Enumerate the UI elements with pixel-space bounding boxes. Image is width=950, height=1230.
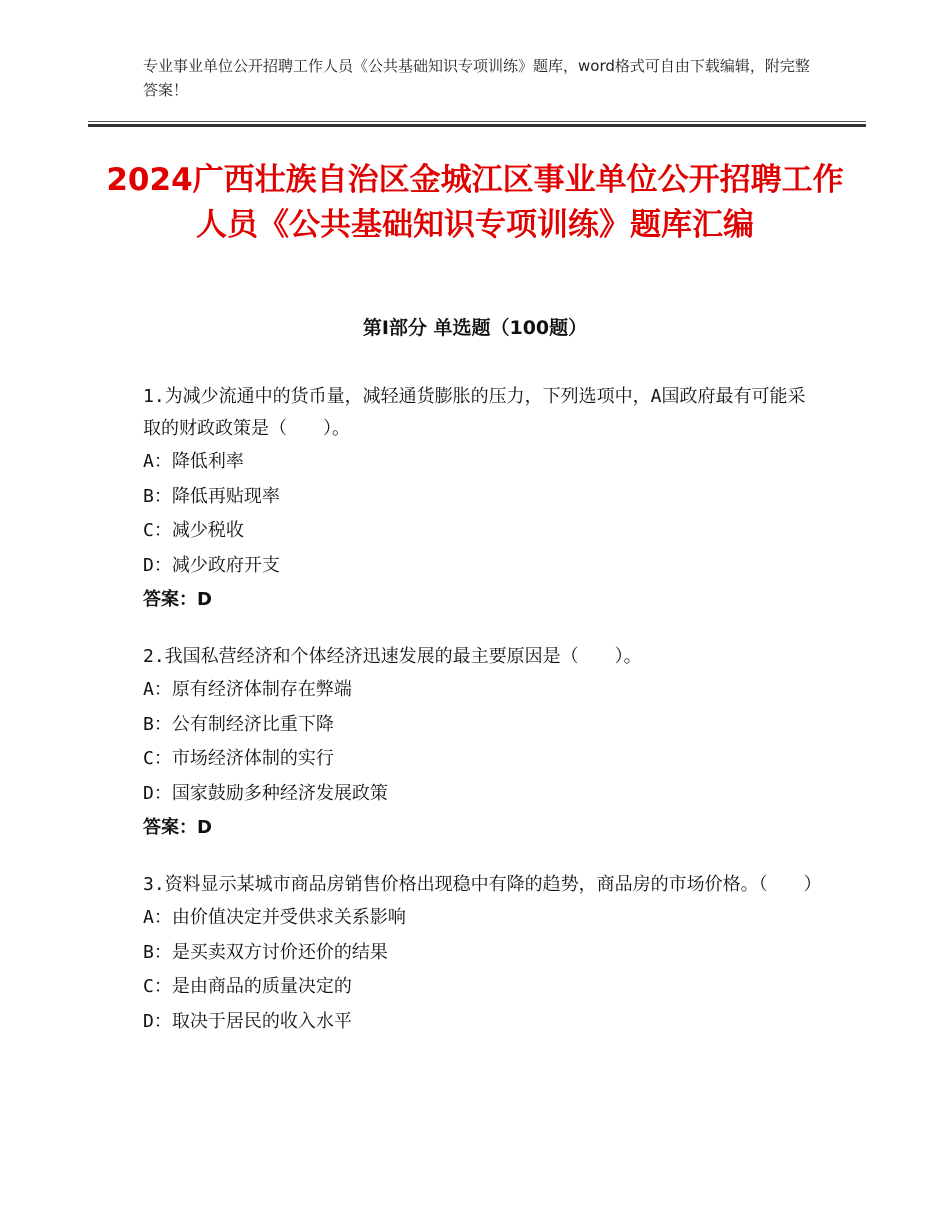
option-a: A：降低利率 <box>143 451 244 472</box>
option-a: A：原有经济体制存在弊端 <box>143 679 352 700</box>
question-stem: 3.资料显示某城市商品房销售价格出现稳中有降的趋势，商品房的市场价格。（ ） <box>143 874 822 895</box>
question-stem: 1.为减少流通中的货币量，减轻通货膨胀的压力，下列选项中，A国政府最有可能采取的财政政策是（ ）。 <box>143 386 806 439</box>
question-2 <box>143 641 813 845</box>
header-divider-thin <box>88 121 866 122</box>
header-divider-thick <box>88 124 866 127</box>
question-stem: 2.我国私营经济和个体经济迅速发展的最主要原因是（ ）。 <box>143 646 642 667</box>
header-note: 专业事业单位公开招聘工作人员《公共基础知识专项训练》题库，word格式可自由下载编辑，附完整答案！ <box>143 57 810 99</box>
question-list <box>143 381 822 1063</box>
option-a: A：由价值决定并受供求关系影响 <box>143 907 406 928</box>
option-c: C：市场经济体制的实行 <box>143 748 334 769</box>
section-title: 第Ⅰ部分 单选题（100题） <box>362 317 588 339</box>
question-3 <box>143 869 822 1039</box>
option-d: D：国家鼓励多种经济发展政策 <box>143 782 388 804</box>
option-b: B：降低再贴现率 <box>143 485 280 507</box>
option-b: B：公有制经济比重下降 <box>143 713 334 735</box>
option-c: C：减少税收 <box>143 520 244 541</box>
question-1 <box>143 381 813 617</box>
option-d: D：取决于居民的收入水平 <box>143 1010 352 1032</box>
answer: 答案：D <box>143 817 212 838</box>
answer: 答案：D <box>143 589 212 610</box>
option-c: C：是由商品的质量决定的 <box>143 976 352 997</box>
option-d: D：减少政府开支 <box>143 554 280 576</box>
option-b: B：是买卖双方讨价还价的结果 <box>143 941 388 963</box>
document-title: 2024广西壮族自治区金城江区事业单位公开招聘工作人员《公共基础知识专项训练》题库汇编 <box>106 162 844 243</box>
